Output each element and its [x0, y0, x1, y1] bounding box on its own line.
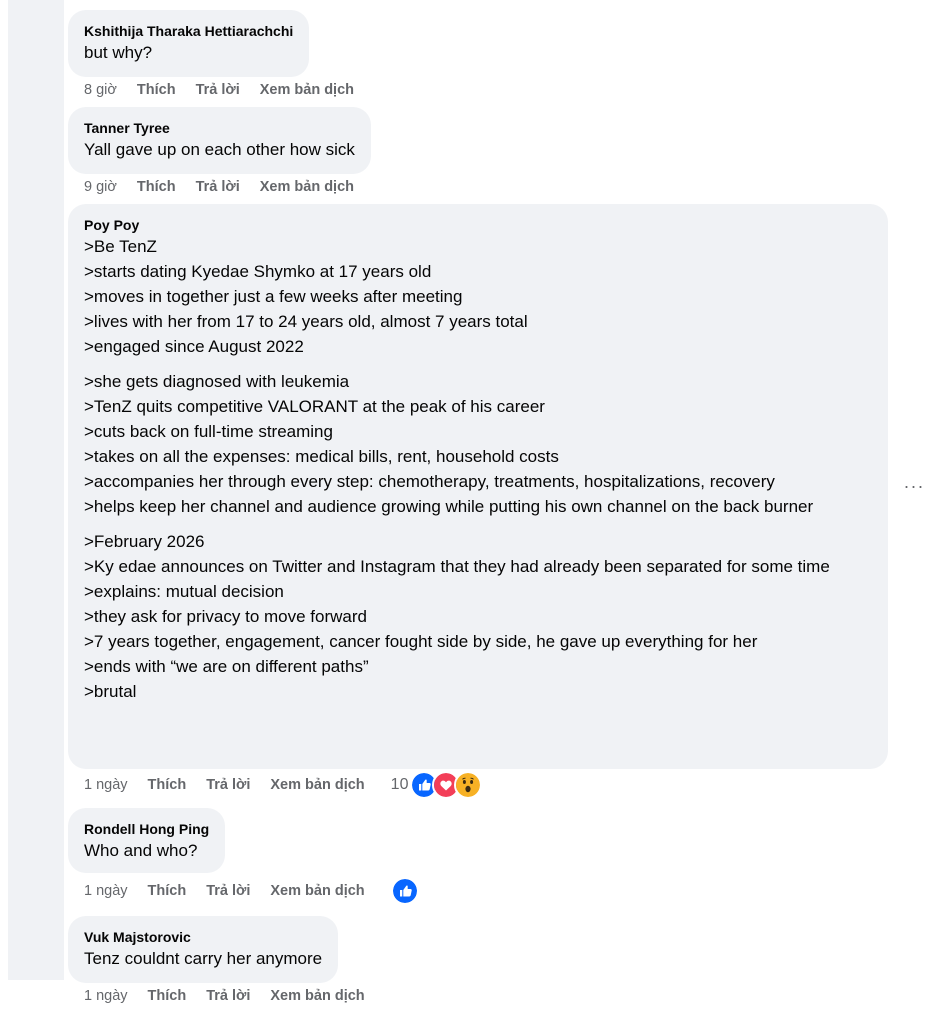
- comment-author[interactable]: Vuk Majstorovic: [84, 929, 191, 945]
- reply-button[interactable]: Trả lời: [206, 777, 251, 793]
- comment-paragraph: >Be TenZ >starts dating Kyedae Shymko at 17 years old >moves in together just a few weeks after meeting >lives with her from 17 to 24 years old, almost 7 years total >engaged since August 2022: [84, 237, 528, 356]
- translate-button[interactable]: Xem bản dịch: [259, 82, 355, 98]
- comment-bubble: [68, 204, 888, 769]
- like-button[interactable]: Thích: [136, 179, 176, 195]
- more-options-icon[interactable]: ···: [903, 476, 925, 496]
- comment-text: but why?: [84, 43, 153, 62]
- reaction-summary[interactable]: [391, 771, 483, 799]
- comment-author[interactable]: Kshithija Tharaka Hettiarachchi: [84, 23, 294, 39]
- comment-text: Tenz couldnt carry her anymore: [84, 949, 323, 968]
- like-button[interactable]: Thích: [147, 988, 187, 1004]
- reply-button[interactable]: Trả lời: [195, 82, 240, 98]
- comment-actions: [84, 774, 482, 796]
- reply-button[interactable]: Trả lời: [206, 988, 251, 1004]
- comment-actions: [84, 880, 419, 902]
- comment-actions: [84, 79, 354, 101]
- thread-line: [8, 0, 64, 980]
- comment-bubble: [68, 808, 225, 873]
- comment-text: Yall gave up on each other how sick: [84, 140, 355, 159]
- comment: [68, 916, 338, 983]
- reply-button[interactable]: Trả lời: [195, 179, 240, 195]
- comment-paragraph: >February 2026 >Ky edae announces on Twitter and Instagram that they had already been separated for some time >explains: mutual decision >they ask for privacy to move forward >7 years together, engagement, cancer fought side by side, he gave up everything for her >ends with “we are on different paths” >brutal: [84, 532, 830, 701]
- comment-author[interactable]: Poy Poy: [84, 217, 140, 233]
- wow-icon: [454, 771, 482, 799]
- translate-button[interactable]: Xem bản dịch: [270, 883, 365, 899]
- reply-button[interactable]: Trả lời: [206, 883, 251, 899]
- comment-time[interactable]: 9 giờ: [84, 179, 117, 195]
- comment-actions: [84, 176, 354, 198]
- comment-bubble: [68, 916, 338, 983]
- comment-time[interactable]: 1 ngày: [84, 988, 128, 1004]
- comment-time[interactable]: 8 giờ: [84, 82, 117, 98]
- comment-author[interactable]: Rondell Hong Ping: [84, 821, 210, 837]
- reaction-summary[interactable]: [391, 877, 419, 905]
- comment-paragraph: >she gets diagnosed with leukemia >TenZ quits competitive VALORANT at the peak of his career >cuts back on full-time streaming >takes on all the expenses: medical bills, rent, household costs >accompanies her through every step: chemotherapy, treatments, hospitalizations, recovery >helps keep her channel and audience growing while putting his own channel on the back burner: [84, 372, 814, 516]
- reaction-count: 10: [390, 776, 409, 793]
- comment: [68, 204, 888, 769]
- comment-time[interactable]: 1 ngày: [84, 883, 128, 899]
- comment-bubble: [68, 107, 371, 174]
- comment: [68, 107, 371, 174]
- translate-button[interactable]: Xem bản dịch: [259, 179, 355, 195]
- translate-button[interactable]: Xem bản dịch: [270, 777, 365, 793]
- translate-button[interactable]: Xem bản dịch: [270, 988, 365, 1004]
- comment: [68, 10, 309, 77]
- like-button[interactable]: Thích: [147, 777, 187, 793]
- like-button[interactable]: Thích: [147, 883, 187, 899]
- like-icon: [391, 877, 419, 905]
- like-button[interactable]: Thích: [136, 82, 176, 98]
- comment-actions: [84, 985, 365, 1007]
- comment-text: Who and who?: [84, 841, 198, 860]
- comment-bubble: [68, 10, 309, 77]
- comment-time[interactable]: 1 ngày: [84, 777, 128, 793]
- comment-author[interactable]: Tanner Tyree: [84, 120, 170, 136]
- comment: [68, 808, 225, 873]
